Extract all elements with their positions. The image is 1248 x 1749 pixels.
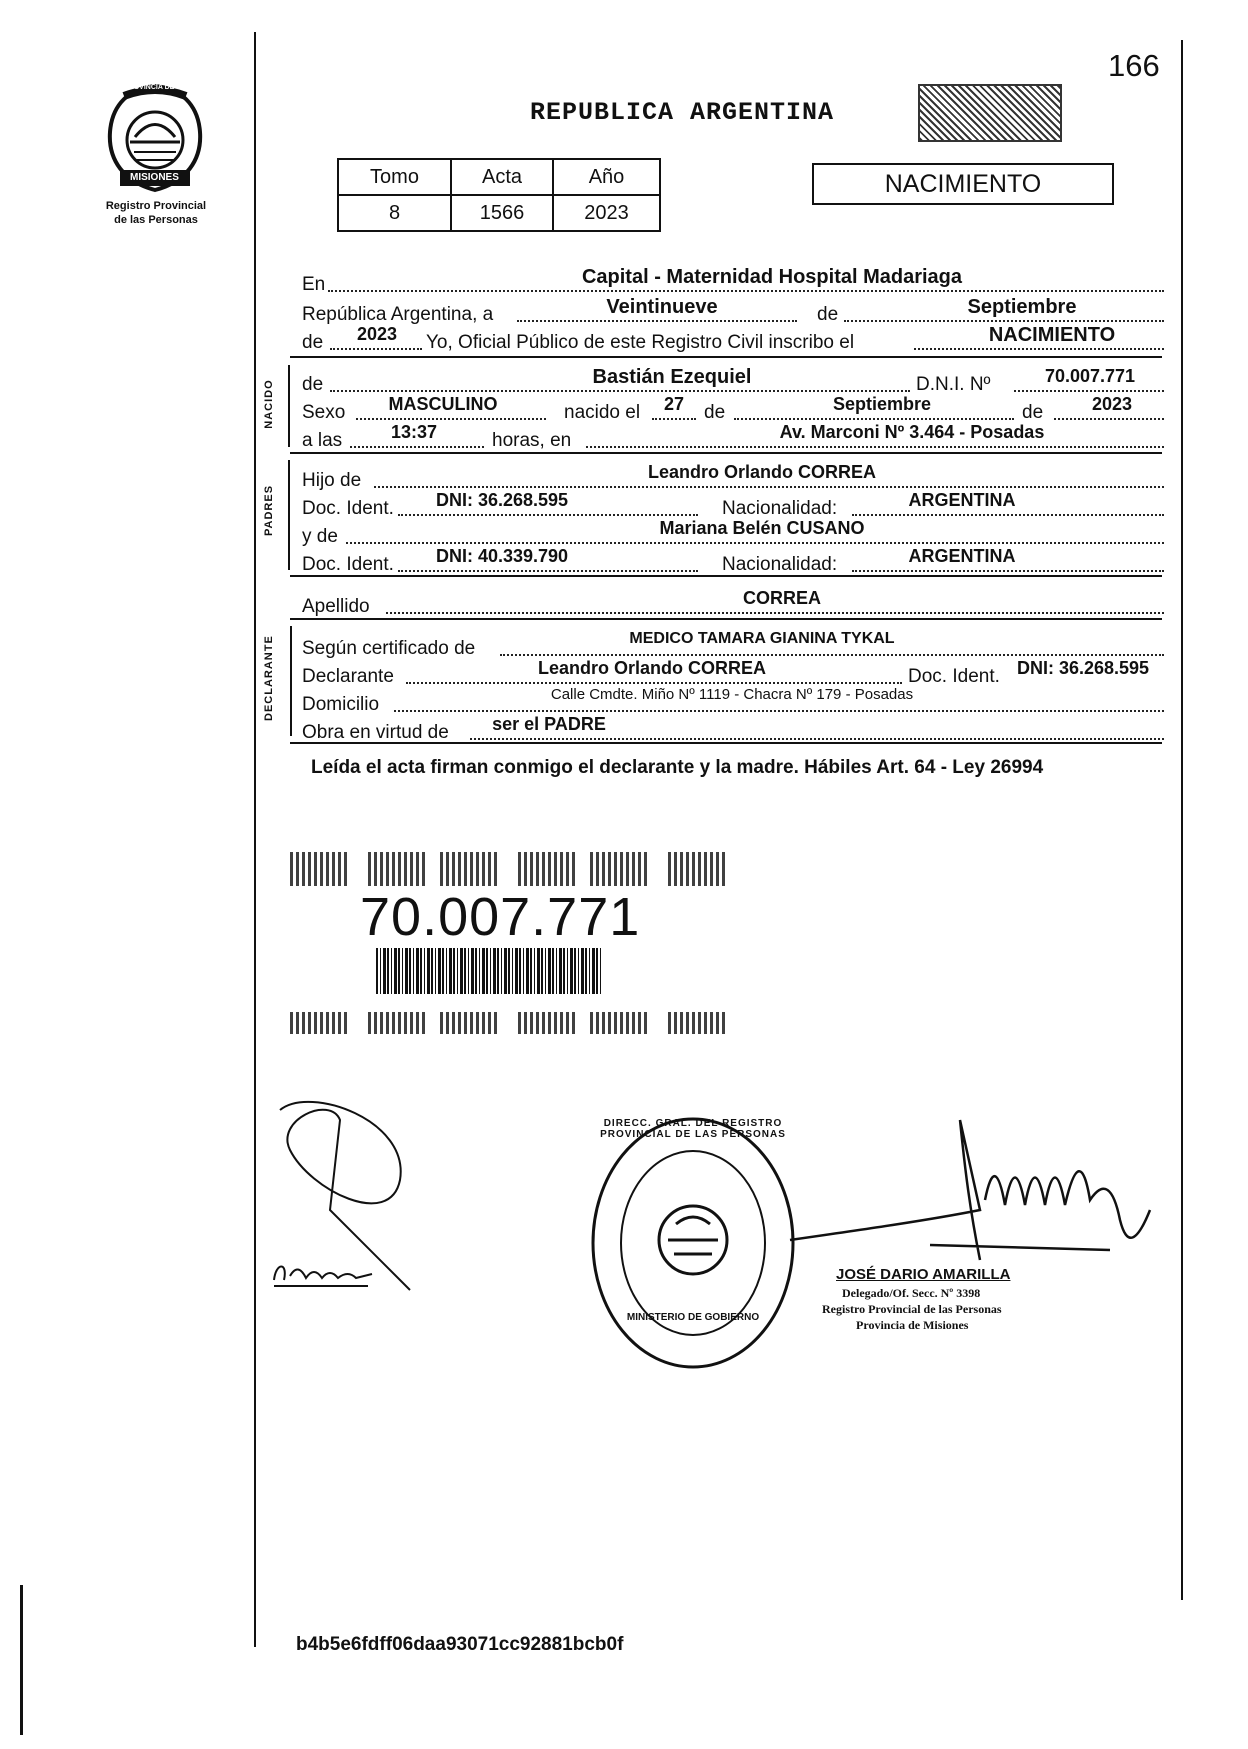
value-place: Capital - Maternidad Hospital Madariaga [581,266,963,288]
line-time-place [302,422,1164,454]
label-nacido: nacido el [564,402,641,423]
official-name: JOSÉ DARIO AMARILLA [836,1266,1011,1283]
label-obra: Obra en virtud de [302,722,449,743]
section-label-nacido: NACIDO [263,379,275,429]
label-de-byear: de [1022,402,1044,423]
value-father: Leandro Orlando CORREA [647,462,876,482]
official-stamp [588,1112,798,1374]
line-inscription [302,324,1164,356]
value-surname: CORREA [742,588,821,608]
label-apellido: Apellido [302,596,370,617]
label-horas: horas, en [492,430,572,451]
registry-name-line2: de las Personas [114,214,198,226]
rule-after-intro [290,356,1162,358]
label-alas: a las [302,430,343,451]
line-surname [302,588,1164,620]
label-nac-father: Nacionalidad: [722,498,838,519]
seal-caption-top: PROVINCIA DE [124,84,175,91]
page-number: 166 [1108,48,1160,83]
table-value-acta: 1566 [451,195,553,231]
label-de-month: de [704,402,726,423]
value-day-words: Veintinueve [606,296,718,318]
label-republica: República Argentina, a [302,304,494,325]
document-hash: b4b5e6fdff06daa93071cc92881bcb0f [296,1634,624,1655]
label-nac-mother: Nacionalidad: [722,554,838,575]
document-type-box [812,163,1114,205]
label-doc-ident-declarant: Doc. Ident. [908,666,1000,687]
label-hijo: Hijo de [302,470,362,491]
value-mother-nat: ARGENTINA [908,546,1016,566]
table-value-anio: 2023 [553,195,660,231]
mother-signature [268,1256,378,1290]
left-margin-line [254,32,256,1647]
value-address: Calle Cmdte. Miño Nº 1119 - Chacra Nº 179 - Posadas [550,686,914,703]
table-header-anio: Año [553,159,660,195]
line-mother-doc [302,546,1164,578]
section-label-declarante: DECLARANTE [263,635,275,721]
registry-name-line1: Registro Provincial [105,200,207,212]
value-father-nat: ARGENTINA [908,490,1016,510]
section-label-padres: PADRES [263,484,275,536]
label-declarante: Declarante [302,666,394,687]
official-role: Delegado/Of. Secc. Nº 3398 [842,1286,981,1300]
security-pattern-top [290,852,740,886]
label-oficial: Yo, Oficial Público de este Registro Civil inscribo el [426,332,855,353]
security-emblem [918,84,1062,142]
label-dni: D.N.I. Nº [916,374,991,395]
document-type: NACIMIENTO [884,170,1042,198]
table-value-tomo: 8 [338,195,451,231]
record-table [337,158,661,232]
value-dni: 70.007.771 [1044,366,1136,386]
value-sexo: MASCULINO [388,394,498,414]
line-address [302,686,1164,718]
label-domicilio: Domicilio [302,694,380,715]
line-obra [302,714,1164,746]
value-declarant-doc: DNI: 36.268.595 [1016,658,1150,678]
dni-number-large: 70.007.771 [360,887,641,947]
section-bar-nacido [288,365,290,447]
value-act-type: NACIMIENTO [988,324,1116,346]
security-pattern-bottom [290,1012,740,1034]
value-month: Septiembre [967,296,1077,318]
value-birth-year: 2023 [1091,394,1133,414]
section-bar-padres [288,460,290,570]
label-en: En [302,274,326,295]
label-doc-ident-father: Doc. Ident. [302,498,394,519]
line-place [302,266,1164,298]
value-birth-month: Septiembre [832,394,932,414]
official-province: Provincia de Misiones [856,1318,969,1332]
section-bar-declarante [290,626,292,736]
stamp-inner-text: MINISTERIO DE GOBIERNO [626,1312,760,1323]
official-org: Registro Provincial de las Personas [822,1302,1002,1316]
label-sexo: Sexo [302,402,346,423]
value-name: Bastián Ezequiel [592,366,752,388]
right-margin-line [1181,40,1183,1600]
value-certifier: MEDICO TAMARA GIANINA TYKAL [629,630,895,647]
edge-mark [20,1585,23,1735]
value-time: 13:37 [390,422,438,442]
value-declarant: Leandro Orlando CORREA [537,658,766,678]
label-yde: y de [302,526,338,547]
label-de: de [817,304,839,325]
label-doc-ident-mother: Doc. Ident. [302,554,394,575]
value-year: 2023 [356,324,398,344]
barcode [376,948,602,994]
value-mother: Mariana Belén CUSANO [659,518,865,538]
value-birth-day: 27 [663,394,685,414]
label-de-name: de [302,374,324,395]
value-birth-place: Av. Marconi Nº 3.464 - Posadas [779,422,1045,442]
country-title: REPUBLICA ARGENTINA [530,98,835,127]
table-header-tomo: Tomo [338,159,451,195]
value-father-doc: DNI: 36.268.595 [435,490,569,510]
value-mother-doc: DNI: 40.339.790 [435,546,569,566]
label-certificado: Según certificado de [302,638,476,659]
seal-caption-bottom: MISIONES [130,172,179,183]
stamp-ring-text: DIRECC. GRAL. DEL REGISTRO PROVINCIAL DE LAS PERSONAS [600,1118,786,1140]
closing-statement: Leída el acta firman conmigo el declarante y la madre. Hábiles Art. 64 - Ley 26994 [311,757,1044,778]
label-de-year: de [302,332,324,353]
table-header-acta: Acta [451,159,553,195]
value-obra: ser el PADRE [492,714,606,734]
